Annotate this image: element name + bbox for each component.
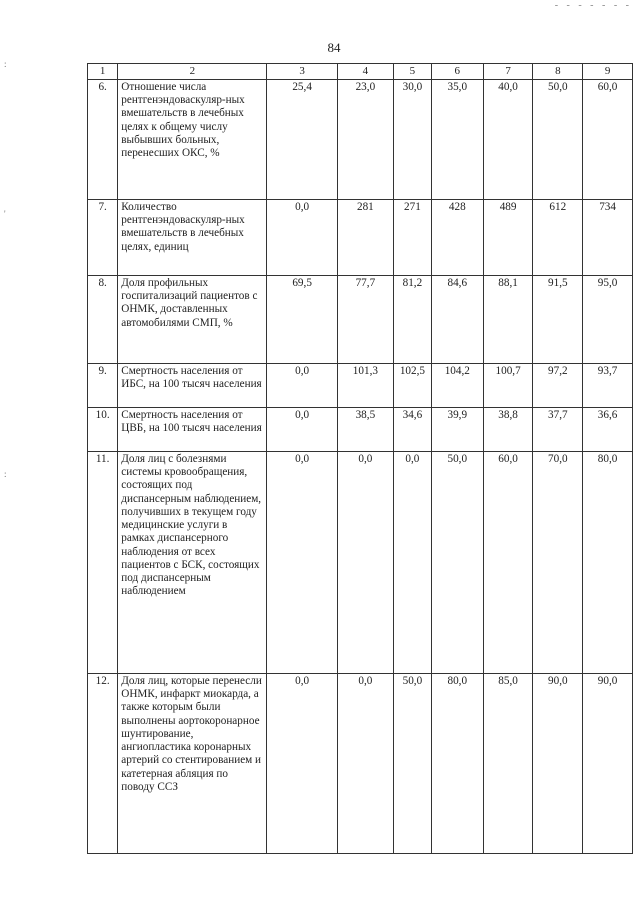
indicator-label: Смертность населения от ЦВБ, на 100 тысяч населения [118,407,267,451]
scan-margin-mark: ' [4,209,6,219]
value-cell: 50,0 [533,79,583,199]
table-row [88,451,633,673]
value-cell: 612 [533,199,583,275]
value-cell: 0,0 [267,673,337,853]
value-cell: 34,6 [393,407,431,451]
value-cell: 30,0 [393,79,431,199]
value-cell: 88,1 [483,275,533,363]
value-cell: 0,0 [393,451,431,673]
value-cell: 80,0 [431,673,483,853]
value-cell: 35,0 [431,79,483,199]
row-number: 10. [88,407,118,451]
value-cell: 100,7 [483,363,533,407]
table-row [88,199,633,275]
value-cell: 85,0 [483,673,533,853]
value-cell: 36,6 [583,407,633,451]
indicator-label: Доля профильных госпитализаций пациентов с ОНМК, доставленных автомобилями СМП, % [118,275,267,363]
page-number: 84 [327,40,341,55]
value-cell: 0,0 [337,451,393,673]
column-header: 2 [118,64,267,80]
value-cell: 39,9 [431,407,483,451]
value-cell: 69,5 [267,275,337,363]
table-row [88,673,633,853]
value-cell: 60,0 [483,451,533,673]
value-cell: 0,0 [337,673,393,853]
column-header: 5 [393,64,431,80]
row-number: 7. [88,199,118,275]
value-cell: 50,0 [393,673,431,853]
value-cell: 104,2 [431,363,483,407]
value-cell: 90,0 [583,673,633,853]
table-row [88,275,633,363]
column-header: 9 [583,64,633,80]
table-row [88,79,633,199]
value-cell: 95,0 [583,275,633,363]
indicator-label: Количество рентгенэндоваскуляр-ных вмешательств в лечебных целях, единиц [118,199,267,275]
row-number: 8. [88,275,118,363]
column-header: 4 [337,64,393,80]
table-header-row [88,64,633,80]
value-cell: 281 [337,199,393,275]
value-cell: 102,5 [393,363,431,407]
value-cell: 40,0 [483,79,533,199]
row-number: 9. [88,363,118,407]
value-cell: 428 [431,199,483,275]
value-cell: 60,0 [583,79,633,199]
value-cell: 38,8 [483,407,533,451]
value-cell: 271 [393,199,431,275]
indicator-label: Доля лиц с болезнями системы кровообращения, состоящих под диспансерным наблюдением, получивших в текущем году медицинские услуги в рамках диспансерного наблюдения от всех пациентов с БСК, состоящих под диспансерным наблюдением [118,451,267,673]
value-cell: 97,2 [533,363,583,407]
row-number: 12. [88,673,118,853]
value-cell: 0,0 [267,407,337,451]
value-cell: 0,0 [267,199,337,275]
table-row [88,407,633,451]
value-cell: 38,5 [337,407,393,451]
column-header: 6 [431,64,483,80]
value-cell: 93,7 [583,363,633,407]
scan-marks: - - - - - - - [554,0,632,11]
value-cell: 101,3 [337,363,393,407]
value-cell: 489 [483,199,533,275]
indicator-label: Отношение числа рентгенэндоваскуляр-ных вмешательств в лечебных целях к общему числу выбывших больных, перенесших ОКС, % [118,79,267,199]
indicators-table [87,63,633,854]
value-cell: 80,0 [583,451,633,673]
column-header: 1 [88,64,118,80]
value-cell: 37,7 [533,407,583,451]
column-header: 3 [267,64,337,80]
value-cell: 70,0 [533,451,583,673]
value-cell: 25,4 [267,79,337,199]
scan-margin-mark: : [4,469,7,479]
value-cell: 0,0 [267,451,337,673]
value-cell: 90,0 [533,673,583,853]
column-header: 7 [483,64,533,80]
row-number: 6. [88,79,118,199]
indicator-label: Смертность населения от ИБС, на 100 тысяч населения [118,363,267,407]
value-cell: 50,0 [431,451,483,673]
value-cell: 734 [583,199,633,275]
value-cell: 91,5 [533,275,583,363]
value-cell: 81,2 [393,275,431,363]
value-cell: 84,6 [431,275,483,363]
row-number: 11. [88,451,118,673]
value-cell: 77,7 [337,275,393,363]
value-cell: 0,0 [267,363,337,407]
column-header: 8 [533,64,583,80]
indicator-label: Доля лиц, которые перенесли ОНМК, инфаркт миокарда, а также которым были выполнены аортокоронарное шунтирование, ангиопластика коронарных артерий со стентированием и катетерная абляция по поводу ССЗ [118,673,267,853]
value-cell: 23,0 [337,79,393,199]
scan-margin-mark: : [4,59,7,69]
table-row [88,363,633,407]
